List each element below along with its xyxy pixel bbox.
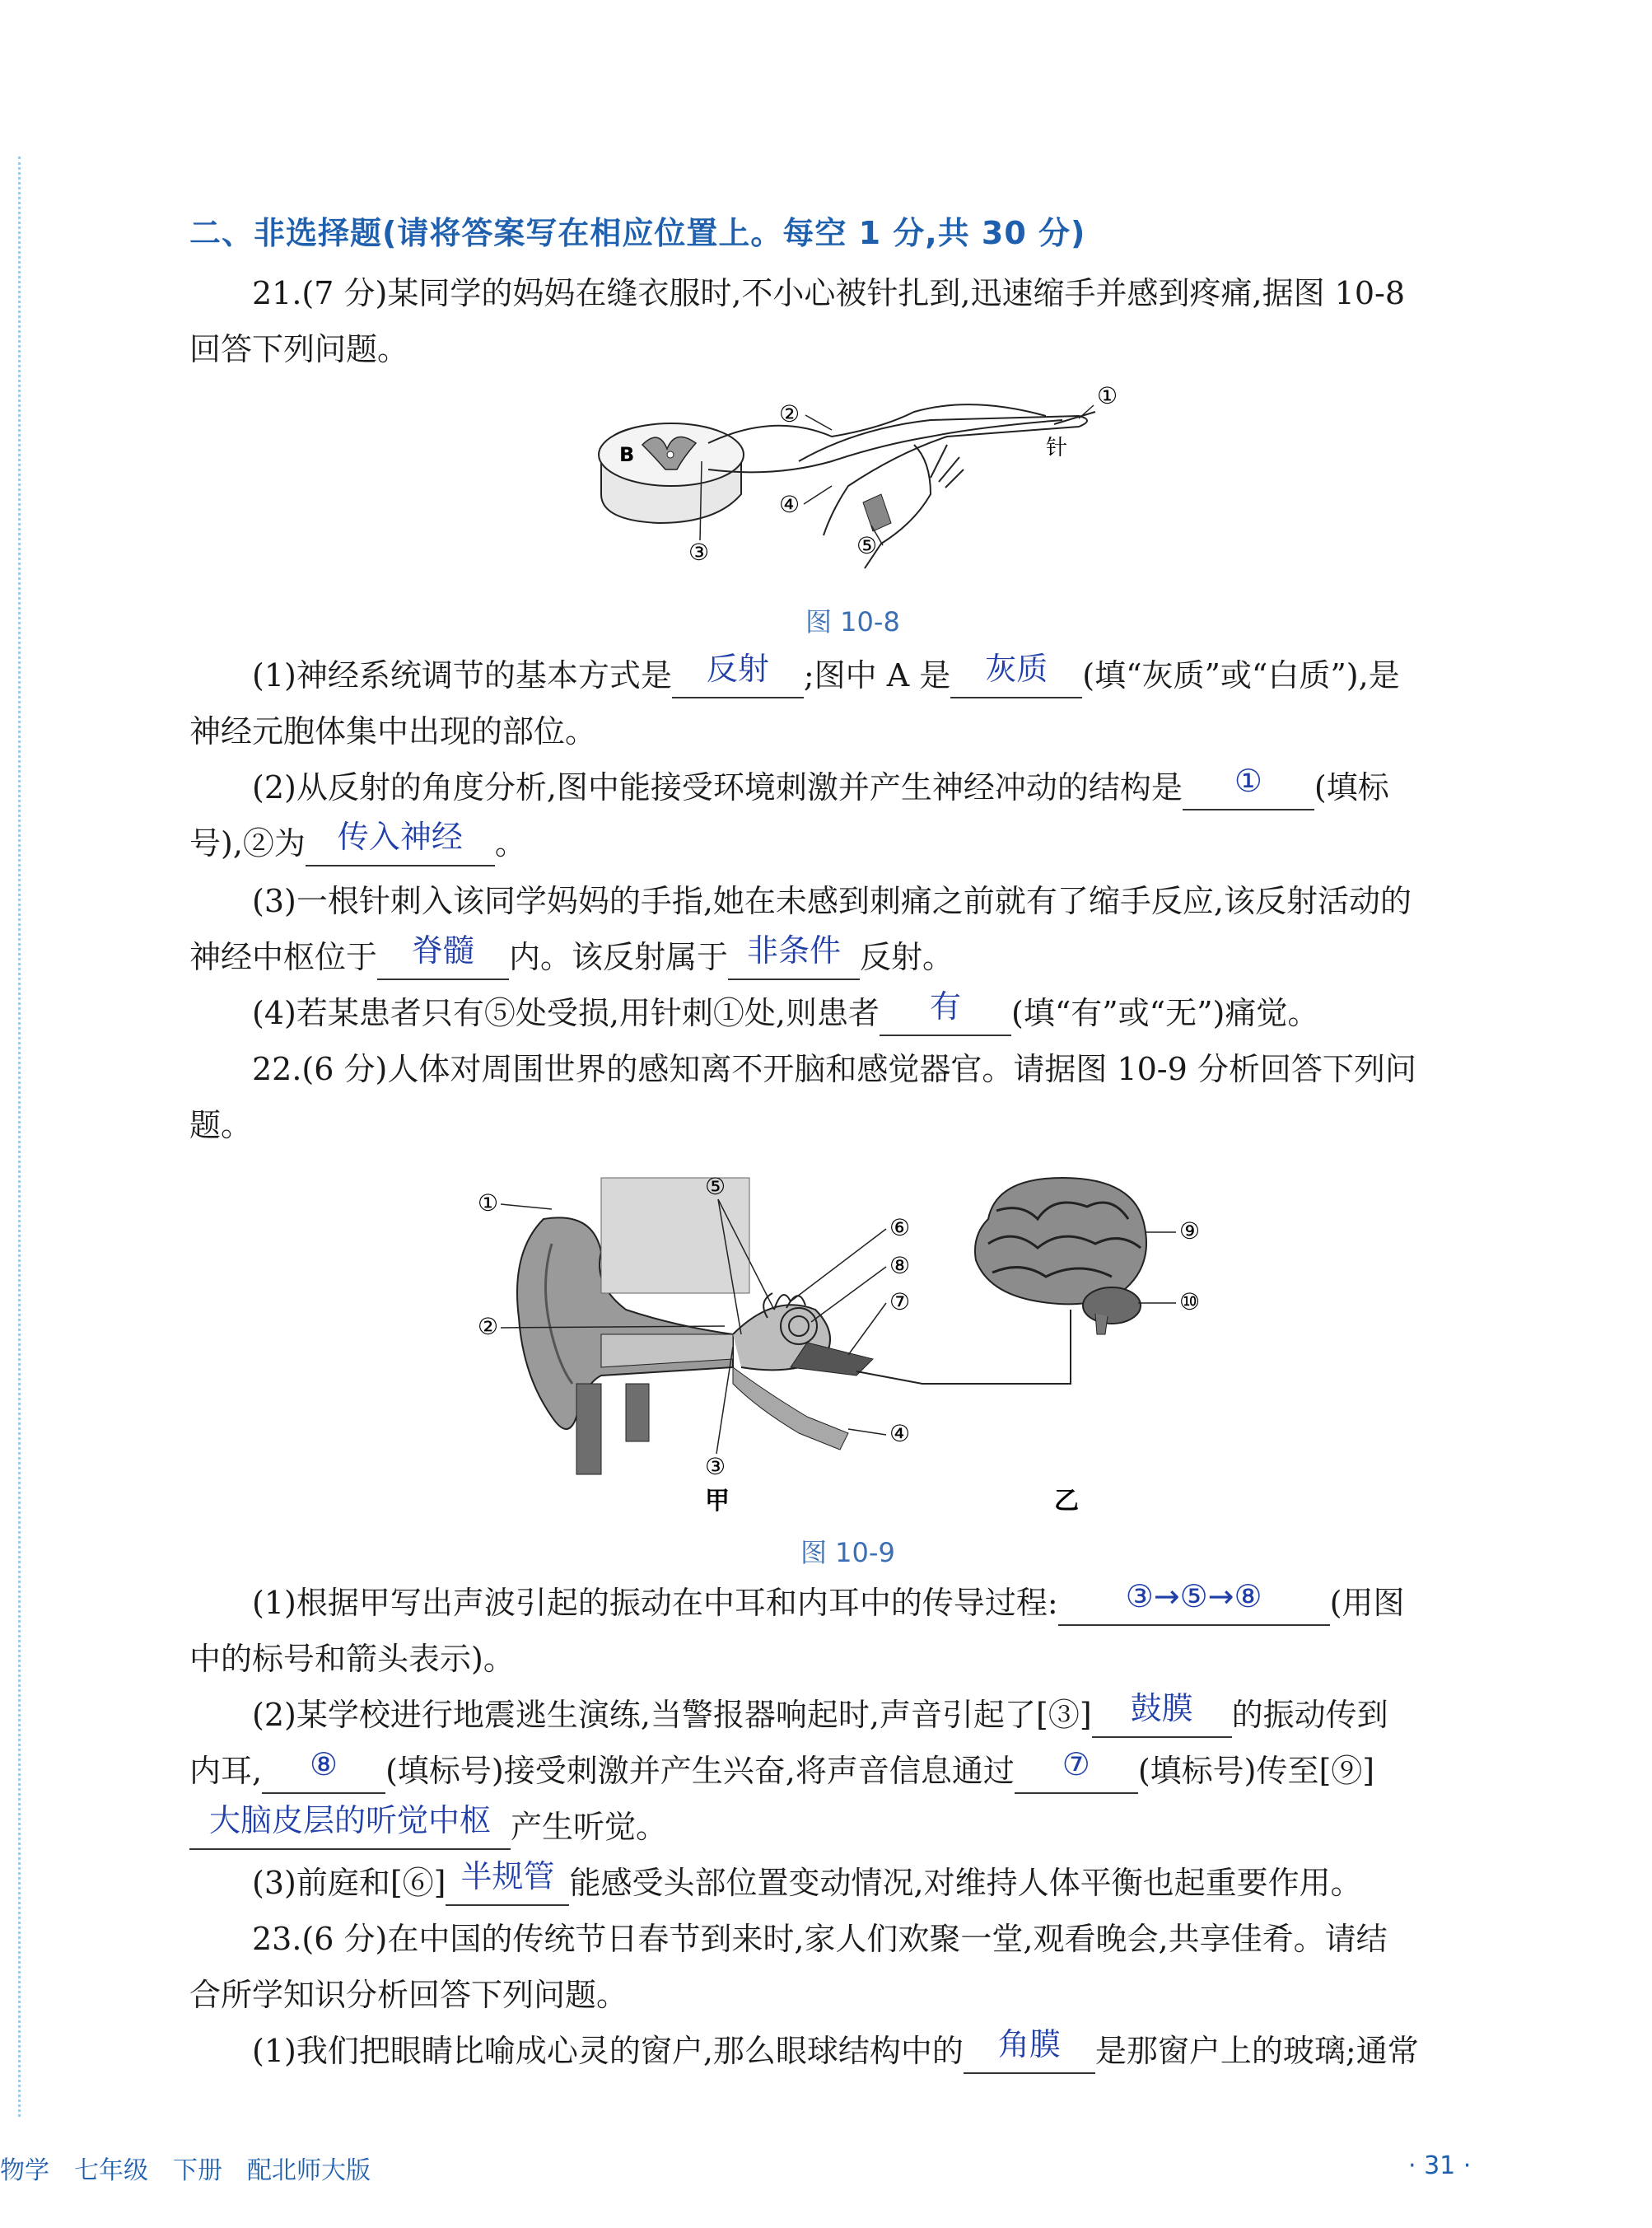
needle-line xyxy=(1054,412,1095,424)
ear-label-5: ⑤ xyxy=(705,1173,726,1200)
answer-semicircular-canals: 半规管 xyxy=(460,1858,555,1894)
binding-dotted-line xyxy=(18,156,21,2117)
q21-stem-line2: 回答下列问题。 xyxy=(189,331,409,367)
answer-auditory-nerve: ⑦ xyxy=(1062,1746,1090,1782)
q21-part1: (1)神经系统调节的基本方式是 反射 ;图中 A 是 灰质 (填“灰质”或“白质”),是 xyxy=(189,647,1507,703)
q21-part1-cont: 神经元胞体集中出现的部位。 xyxy=(189,713,597,750)
q21-part3-cont: 神经中枢位于 脊髓 内。该反射属于 非条件 反射。 xyxy=(189,929,1507,985)
q22-part1: (1)根据甲写出声波引起的振动在中耳和内耳中的传导过程: ③→⑤→⑧ (用图 xyxy=(189,1575,1507,1631)
answer-auditory-center: 大脑皮层的听觉中枢 xyxy=(208,1802,491,1838)
nerve-connector-line xyxy=(856,1310,1071,1384)
ear-label-3: ③ xyxy=(705,1453,726,1480)
q22-stem-line1: 22.(6 分)人体对周围世界的感知离不开脑和感觉器官。请据图 10-9 分析回答下列问 xyxy=(252,1051,1416,1087)
footer-edition: 配北师大版 xyxy=(247,2156,371,2185)
ear-label-1: ① xyxy=(478,1189,499,1217)
answer-reflex: 反射 xyxy=(706,651,769,687)
label-2: ② xyxy=(779,400,800,427)
footer-book-info xyxy=(0,2150,395,2186)
q22-part2: (2)某学校进行地震逃生演练,当警报器响起时,声音引起了[③] 鼓膜 的振动传到 xyxy=(189,1687,1507,1743)
answer-eardrum: 鼓膜 xyxy=(1130,1690,1193,1726)
ear-label-8: ⑧ xyxy=(889,1252,911,1279)
answer-cochlea: ⑧ xyxy=(310,1746,338,1782)
ear-label-7: ⑦ xyxy=(889,1288,911,1315)
brain-label-9: ⑨ xyxy=(1179,1217,1201,1245)
footer-grade: 七年级 xyxy=(74,2156,148,2185)
section-title: 二、非选择题(请将答案写在相应位置上。每空 1 分,共 30 分) xyxy=(189,215,1086,251)
figure-10-8-caption: 图 10-8 xyxy=(805,606,900,638)
footer-subject: 物学 xyxy=(0,2156,49,2185)
label-5: ⑤ xyxy=(856,532,878,559)
answer-cornea: 角膜 xyxy=(997,2026,1061,2062)
brain-label-10: ⑩ xyxy=(1179,1288,1201,1315)
answer-conduction-path: ③→⑤→⑧ xyxy=(1125,1578,1262,1614)
label-jia: 甲 xyxy=(705,1487,730,1516)
label-B: B xyxy=(619,443,635,466)
ear-label-2: ② xyxy=(478,1313,499,1340)
ear-label-4: ④ xyxy=(889,1420,911,1447)
reflex-arc-figure xyxy=(585,379,1120,577)
ear-brain-figure xyxy=(461,1170,1235,1516)
label-4: ④ xyxy=(779,491,800,518)
q21-part2-cont: 号),②为 传入神经 。 xyxy=(189,815,1507,871)
afferent-nerve-line xyxy=(708,404,1046,443)
q22-stem-line2: 题。 xyxy=(189,1107,253,1143)
q21-stem-line1: 21.(7 分)某同学的妈妈在缝衣服时,不小心被针扎到,迅速缩手并感到疼痛,据图 10-8 xyxy=(252,275,1406,311)
page-number: · 31 · xyxy=(1408,2151,1472,2180)
answer-unconditioned: 非条件 xyxy=(747,932,842,969)
q21-part2: (2)从反射的角度分析,图中能接受环境刺激并产生神经冲动的结构是 ① (填标 xyxy=(189,759,1507,815)
q21-part3: (3)一根针刺入该同学妈妈的手指,她在未感到刺痛之前就有了缩手反应,该反射活动的 xyxy=(252,883,1412,919)
q22-part2-cont2: 大脑皮层的听觉中枢 产生听觉。 xyxy=(189,1799,1507,1855)
brain-diagram xyxy=(975,1178,1146,1334)
figure-10-9-caption: 图 10-9 xyxy=(800,1537,895,1568)
label-1: ① xyxy=(1097,382,1118,409)
q23-stem-line2: 合所学知识分析回答下列问题。 xyxy=(189,1977,628,2013)
q23-part1: (1)我们把眼睛比喻成心灵的窗户,那么眼球结构中的 角膜 是那窗户上的玻璃;通常 xyxy=(189,2023,1507,2079)
answer-spinal-cord: 脊髓 xyxy=(412,932,475,969)
label-3: ③ xyxy=(688,539,710,566)
q22-part1-cont: 中的标号和箭头表示)。 xyxy=(189,1641,515,1677)
q23-stem-line1: 23.(6 分)在中国的传统节日春节到来时,家人们欢聚一堂,观看晚会,共享佳肴。请结 xyxy=(252,1921,1388,1957)
answer-has-pain: 有 xyxy=(929,988,961,1025)
q21-part4: (4)若某患者只有⑤处受损,用针刺①处,则患者 有 (填“有”或“无”)痛觉。 xyxy=(189,985,1507,1041)
answer-afferent-nerve: 传入神经 xyxy=(337,819,463,855)
ear-label-6: ⑥ xyxy=(889,1214,911,1241)
q22-part3: (3)前庭和[⑥] 半规管 能感受头部位置变动情况,对维持人体平衡也起重要作用。 xyxy=(189,1855,1507,1911)
answer-gray-matter: 灰质 xyxy=(985,651,1048,687)
footer-volume: 下册 xyxy=(173,2156,222,2185)
label-yi: 乙 xyxy=(1054,1487,1079,1516)
q22-part2-cont: 内耳, ⑧ (填标号)接受刺激并产生兴奋,将声音信息通过 ⑦ (填标号)传至[⑨] xyxy=(189,1743,1507,1799)
label-needle: 针 xyxy=(1046,436,1068,460)
spinal-cord-section xyxy=(599,423,744,523)
answer-receptor: ① xyxy=(1234,763,1262,799)
